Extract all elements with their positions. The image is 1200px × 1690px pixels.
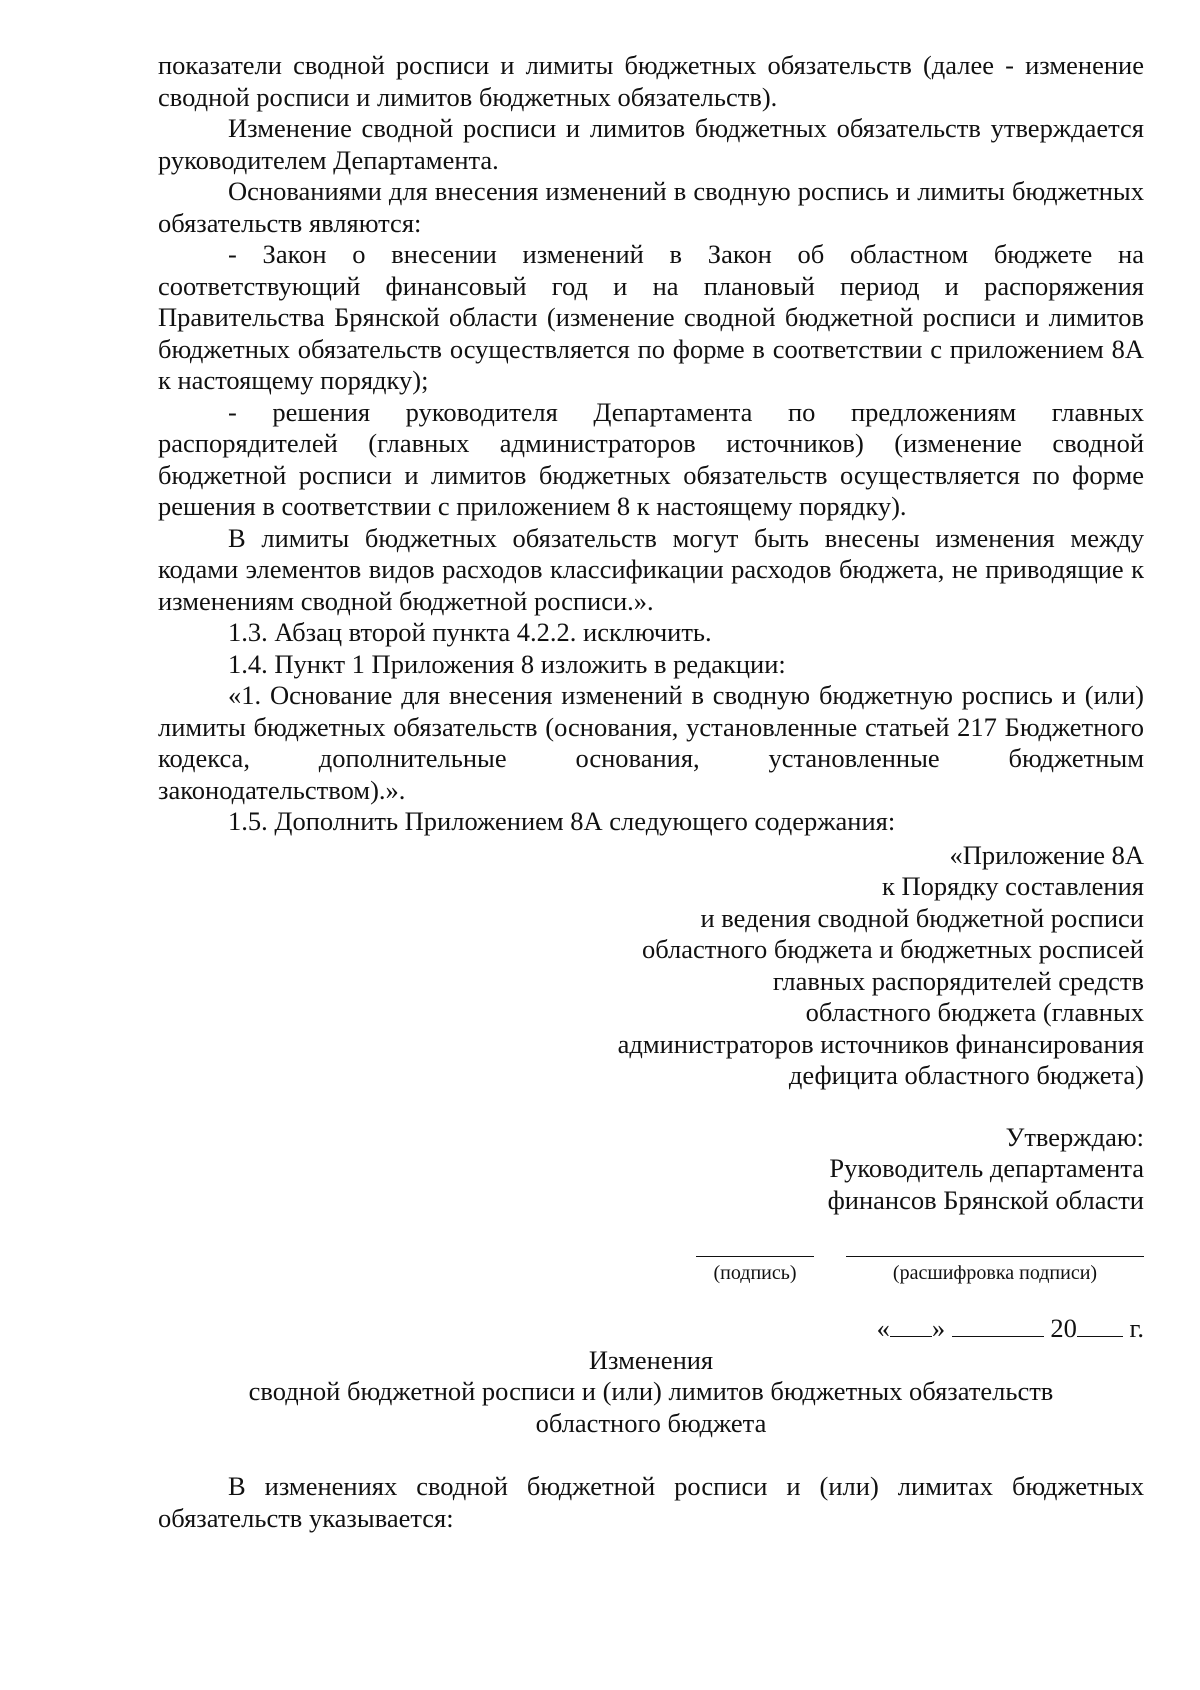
appendix-line: дефицита областного бюджета) xyxy=(788,1060,1144,1090)
document-title xyxy=(158,1345,1144,1440)
signature-caption: (подпись) xyxy=(713,1262,797,1284)
paragraph-1: показатели сводной росписи и лимиты бюджетных обязательств (далее - изменение сводной росписи и лимитов бюджетных обязательств). xyxy=(158,50,1144,112)
date-row xyxy=(158,1313,1144,1345)
appendix-line: областного бюджета и бюджетных росписей xyxy=(641,934,1144,964)
paragraph-8: 1.4. Пункт 1 Приложения 8 изложить в редакции: xyxy=(228,648,786,679)
title-line: сводной бюджетной росписи и (или) лимитов бюджетных обязательств xyxy=(248,1376,1054,1406)
decoding-field xyxy=(846,1238,1144,1285)
date-close-quote: » xyxy=(931,1313,946,1343)
year-prefix: 20 xyxy=(1050,1313,1077,1343)
decoding-caption: (расшифровка подписи) xyxy=(892,1262,1098,1284)
decoding-line xyxy=(846,1238,1144,1257)
approval-block xyxy=(158,1122,1144,1217)
signature-line xyxy=(696,1238,814,1257)
date-open-quote: « xyxy=(876,1313,890,1343)
approval-line: финансов Брянской области xyxy=(827,1184,1144,1215)
paragraph-4: - Закон о внесении изменений в Закон об областном бюджете на соответствующий финансовый год и на плановый период и распоряжения Правительства Брянской области (изменение сводной бюджетной росписи и лимитов бюджетных обязательств осуществляется по форме в соответствии с приложением 8А к настоящему порядку); xyxy=(158,239,1144,395)
approval-line: Утверждаю: xyxy=(1005,1121,1144,1152)
month-blank xyxy=(952,1314,1044,1337)
final-paragraph: В изменениях сводной бюджетной росписи и (или) лимитах бюджетных обязательств указывается: xyxy=(158,1471,1144,1533)
year-suffix: г. xyxy=(1129,1313,1144,1343)
signature-row xyxy=(158,1238,1144,1285)
appendix-line: «Приложение 8А xyxy=(949,839,1144,870)
appendix-line: к Порядку составления xyxy=(882,871,1144,901)
signature-field xyxy=(696,1238,814,1285)
title-line: областного бюджета xyxy=(535,1407,767,1438)
paragraph-10: 1.5. Дополнить Приложением 8А следующего содержания: xyxy=(228,806,896,836)
paragraph-3: Основаниями для внесения изменений в сводную роспись и лимиты бюджетных обязательств являются: xyxy=(158,176,1144,238)
day-blank xyxy=(890,1314,932,1337)
approval-line: Руководитель департамента xyxy=(829,1153,1144,1183)
appendix-line: администраторов источников финансирования xyxy=(617,1028,1144,1059)
paragraph-2: Изменение сводной росписи и лимитов бюджетных обязательств утверждается руководителем Департамента. xyxy=(158,113,1144,175)
paragraph-5: - решения руководителя Департамента по предложениям главных распорядителей (главных администраторов источников) (изменение сводной бюджетной росписи и лимитов бюджетных обязательств осуществляется по форме решения в соответствии с приложением 8 к настоящему порядку). xyxy=(158,396,1144,521)
appendix-line: и ведения сводной бюджетной росписи xyxy=(700,902,1144,933)
body-text xyxy=(158,50,1144,838)
appendix-line: главных распорядителей средств xyxy=(772,965,1144,996)
title-line: Изменения xyxy=(588,1344,714,1375)
year-blank xyxy=(1077,1314,1123,1337)
appendix-line: областного бюджета (главных xyxy=(805,997,1144,1027)
paragraph-6: В лимиты бюджетных обязательств могут быть внесены изменения между кодами элементов видов расходов классификации расходов бюджета, не приводящие к изменениям сводной бюджетной росписи.». xyxy=(158,522,1144,616)
document-page xyxy=(158,50,1144,1534)
appendix-header xyxy=(158,840,1144,1092)
paragraph-9: «1. Основание для внесения изменений в сводную бюджетную роспись и (или) лимиты бюджетных обязательств (основания, установленные статьей 217 Бюджетного кодекса, дополнительные основания, установленные бюджетным законодательством).». xyxy=(158,680,1144,805)
paragraph-7: 1.3. Абзац второй пункта 4.2.2. исключить. xyxy=(228,617,712,647)
